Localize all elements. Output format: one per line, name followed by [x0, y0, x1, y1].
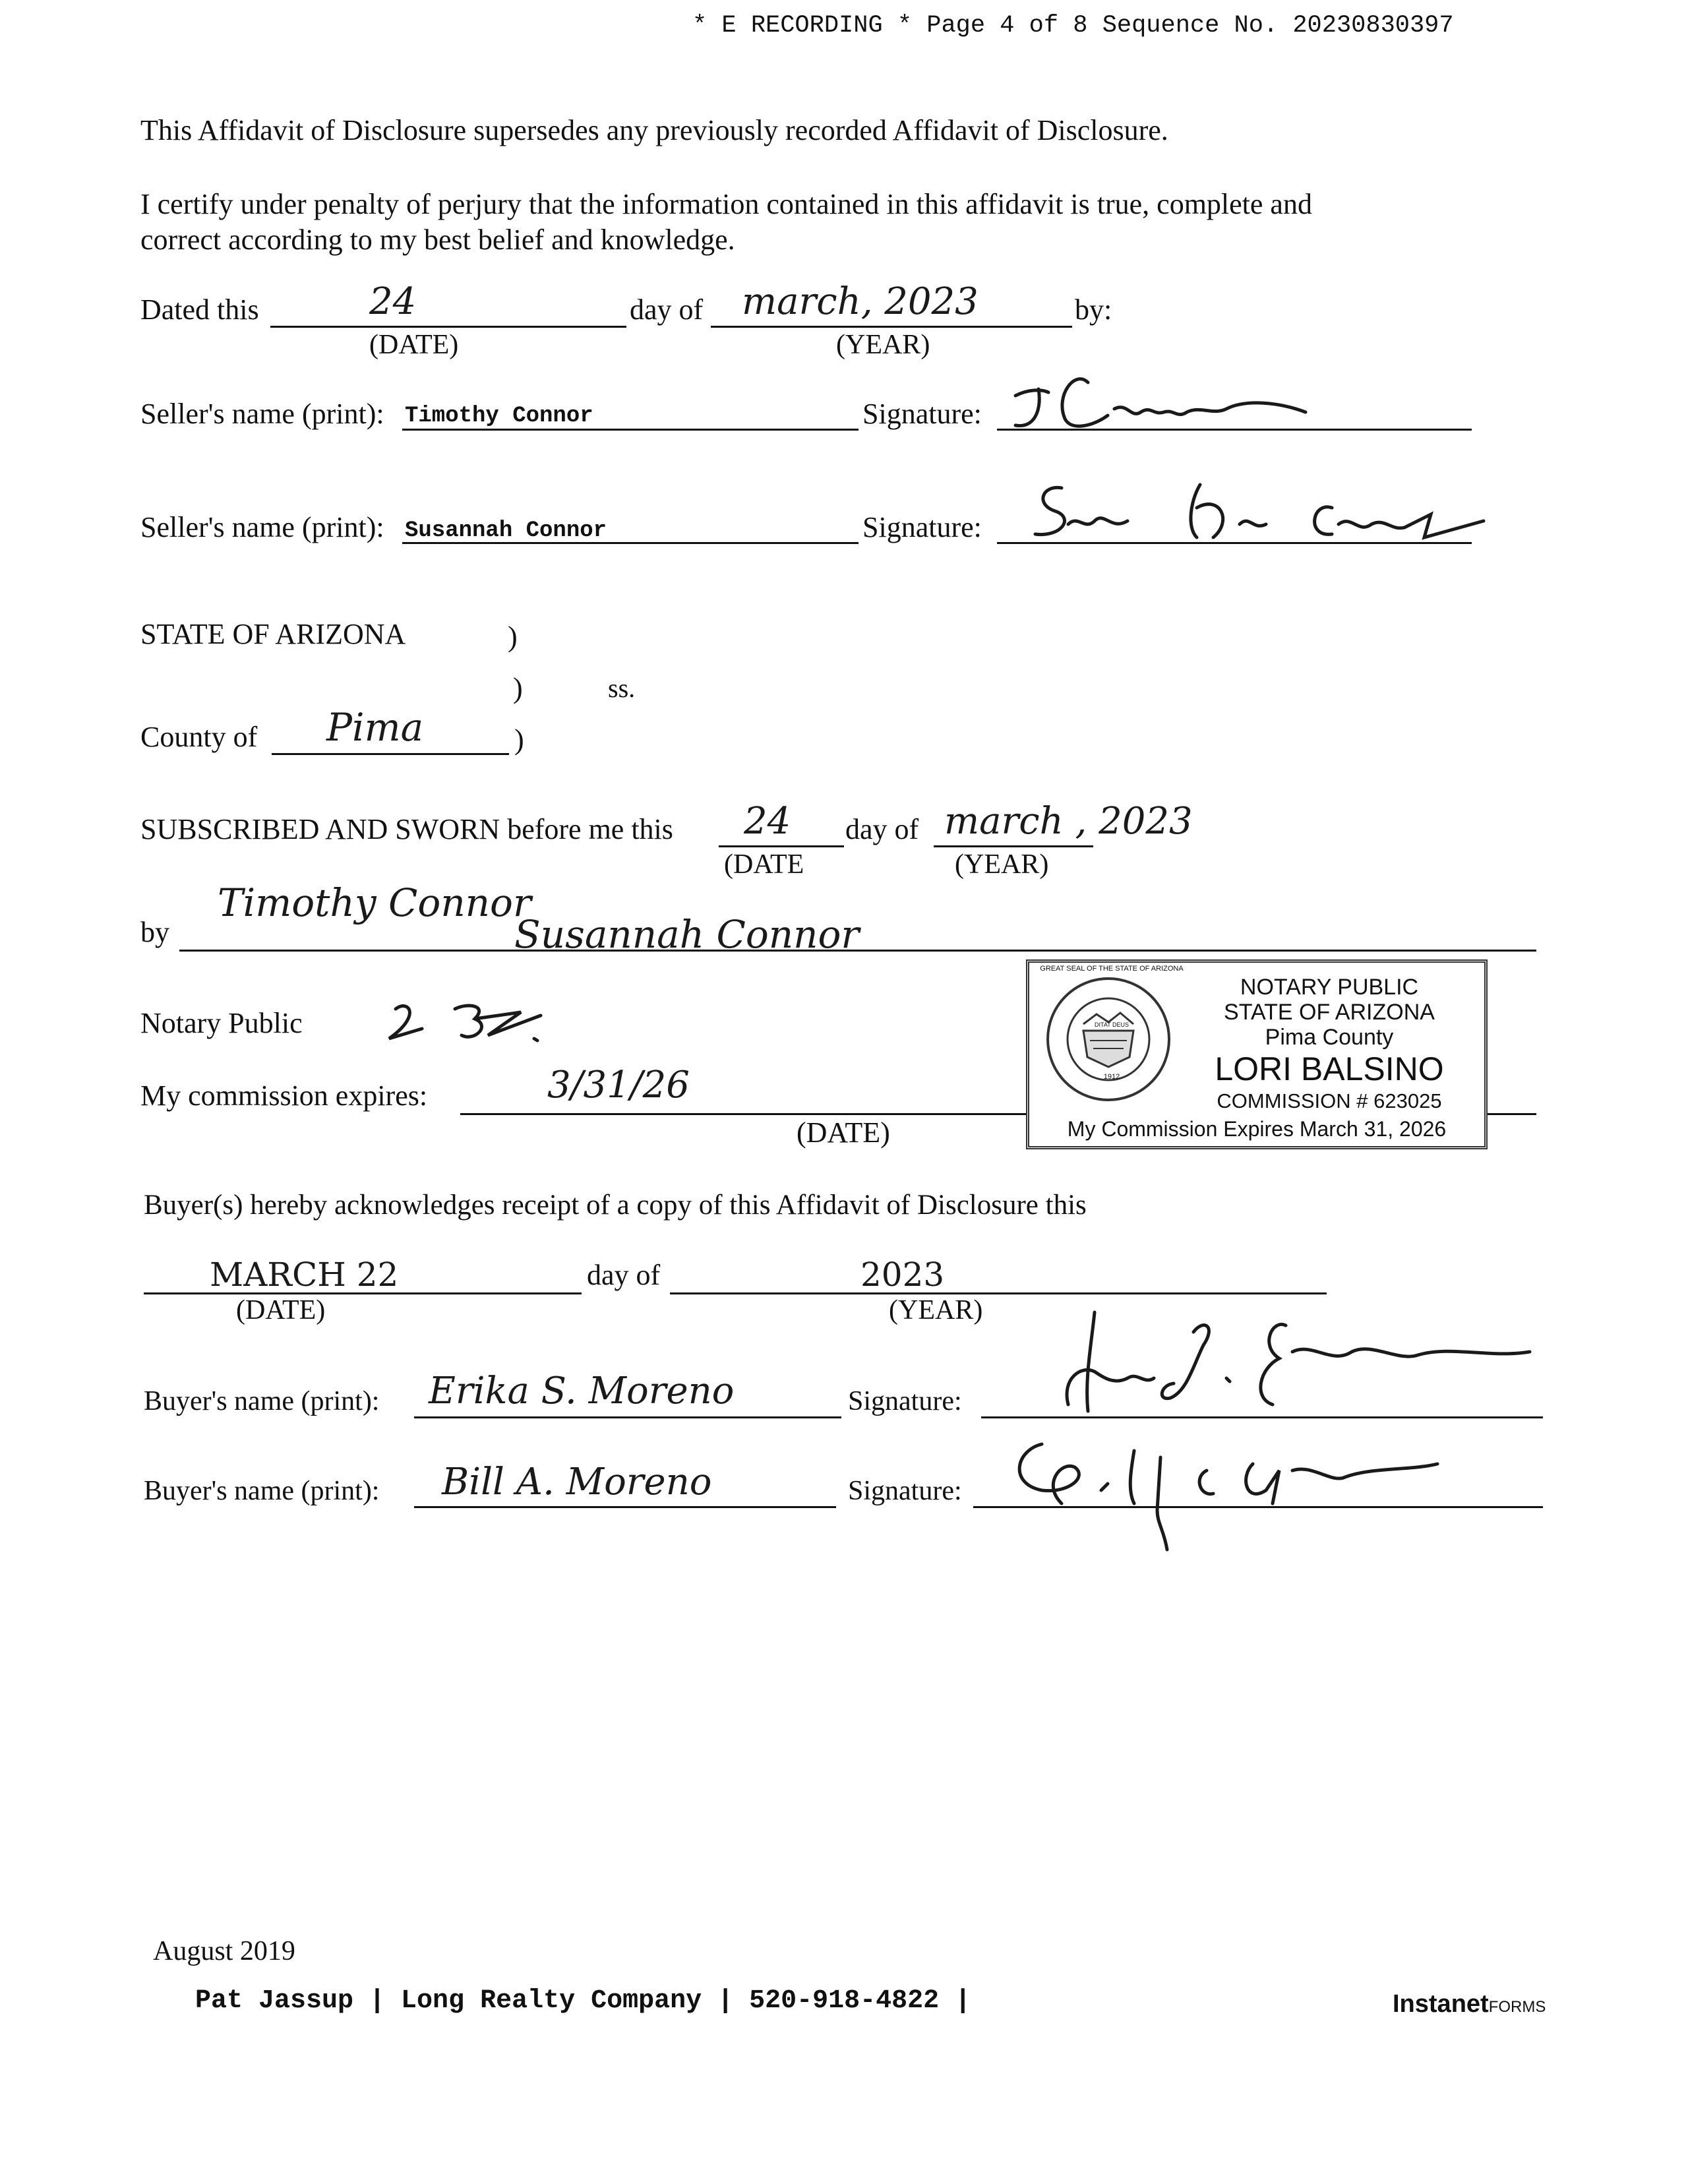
sworn-year-line	[934, 845, 1093, 847]
stamp-line-expiration: My Commission Expires March 31, 2026	[1067, 1117, 1447, 1141]
form-revision-date: August 2019	[153, 1936, 295, 1966]
commission-date-caption: (DATE)	[797, 1116, 890, 1149]
commission-label: My commission expires:	[140, 1079, 428, 1112]
sworn-label: SUBSCRIBED AND SWORN before me this	[140, 813, 673, 845]
buyer-ack-year-line	[670, 1292, 1327, 1294]
buyer1-signature	[1029, 1306, 1543, 1438]
notary-stamp	[1026, 959, 1488, 1149]
sworn-date-caption: (DATE	[724, 849, 804, 880]
seal-motto: DITAT DEUS	[1094, 1021, 1129, 1028]
seal-text: GREAT SEAL OF THE STATE OF ARIZONA	[1040, 965, 1184, 973]
seller2-name: Susannah Connor	[405, 518, 607, 543]
seller1-signature	[1002, 356, 1398, 435]
seller2-signature	[1022, 475, 1510, 547]
stamp-line-notary-name: LORI BALSINO	[1215, 1050, 1444, 1087]
dated-year-caption: (YEAR)	[836, 330, 930, 360]
dated-this-label: Dated this	[140, 293, 259, 326]
stamp-line-commission-number: COMMISSION # 623025	[1217, 1089, 1442, 1112]
dated-by-label: by:	[1075, 293, 1112, 326]
sworn-day-of-label: day of	[845, 813, 919, 845]
agent-info: Pat Jassup | Long Realty Company | 520-918-4822 |	[195, 1986, 971, 2016]
sworn-year-caption: (YEAR)	[955, 849, 1049, 880]
sworn-date-line	[719, 845, 844, 847]
dated-year-line	[711, 326, 1072, 328]
instanet-logo-main: Instanet	[1393, 1990, 1489, 2018]
instanet-logo	[1393, 1991, 1546, 2017]
state-label: STATE OF ARIZONA	[140, 618, 406, 650]
instanet-logo-suffix: FORMS	[1488, 1998, 1546, 2016]
county-label: County of	[140, 721, 258, 753]
buyer1-signature-label: Signature:	[848, 1386, 962, 1416]
buyer-ack-year-value: 2023	[860, 1256, 945, 1294]
sworn-by-label: by	[140, 916, 169, 948]
buyer2-signature	[1002, 1431, 1477, 1550]
buyer-ack-year-caption: (YEAR)	[889, 1295, 983, 1325]
buyer2-name: Bill A. Moreno	[442, 1461, 712, 1503]
certify-statement-line1: I certify under penalty of perjury that the information contained in this affidavit is true, complete and	[140, 188, 1312, 220]
sworn-by-name-1: Timothy Connor	[218, 880, 531, 925]
venue-paren-2: )	[513, 672, 523, 704]
seller1-name: Timothy Connor	[405, 404, 593, 429]
supersedes-statement: This Affidavit of Disclosure supersedes any previously recorded Affidavit of Disclosure.	[140, 114, 1168, 146]
arizona-seal-icon	[1044, 975, 1173, 1104]
stamp-line-notary-public: NOTARY PUBLIC	[1240, 975, 1419, 1000]
dated-date-caption: (DATE)	[369, 330, 459, 360]
buyer2-signature-label: Signature:	[848, 1476, 962, 1506]
certify-statement-line2: correct according to my best belief and knowledge.	[140, 224, 735, 256]
seller1-name-label: Seller's name (print):	[140, 398, 384, 430]
dated-date-value: 24	[369, 280, 417, 323]
notary-public-label: Notary Public	[140, 1007, 303, 1039]
buyer-ack-date-caption: (DATE)	[236, 1295, 326, 1325]
buyer-ack-date-value: MARCH 22	[210, 1256, 399, 1294]
sworn-year-value: march , 2023	[944, 800, 1193, 843]
seller2-name-line	[402, 542, 859, 544]
seal-year: 1912	[1103, 1073, 1120, 1081]
sworn-date-value: 24	[744, 800, 791, 843]
venue-paren-1: )	[508, 621, 518, 653]
county-line	[272, 753, 509, 755]
county-value: Pima	[326, 705, 424, 750]
buyer-ack-day-of-label: day of	[587, 1259, 661, 1291]
seller2-signature-label: Signature:	[862, 511, 982, 543]
venue-ss: ss.	[608, 673, 636, 703]
dated-date-line	[270, 326, 626, 328]
dated-day-of-label: day of	[630, 293, 704, 326]
commission-value: 3/31/26	[547, 1064, 690, 1107]
buyer1-name-line	[414, 1416, 841, 1418]
stamp-line-county: Pima County	[1265, 1025, 1394, 1050]
buyer2-name-label: Buyer's name (print):	[144, 1476, 380, 1506]
sworn-by-name-2: Susannah Connor	[514, 912, 860, 957]
buyer1-name-label: Buyer's name (print):	[144, 1386, 380, 1416]
stamp-line-state: STATE OF ARIZONA	[1224, 1000, 1435, 1025]
seller2-name-label: Seller's name (print):	[140, 511, 384, 543]
buyer1-name: Erika S. Moreno	[429, 1370, 735, 1412]
notary-signature	[376, 989, 587, 1048]
recording-header: * E RECORDING * Page 4 of 8 Sequence No. 20230830397	[692, 12, 1454, 40]
seller1-name-line	[402, 429, 859, 431]
buyer2-name-line	[414, 1506, 836, 1508]
venue-paren-3: )	[514, 723, 524, 756]
dated-year-value: march, 2023	[742, 280, 979, 323]
seller1-signature-label: Signature:	[862, 398, 982, 430]
buyer-ack-text: Buyer(s) hereby acknowledges receipt of a copy of this Affidavit of Disclosure this	[144, 1190, 1087, 1221]
